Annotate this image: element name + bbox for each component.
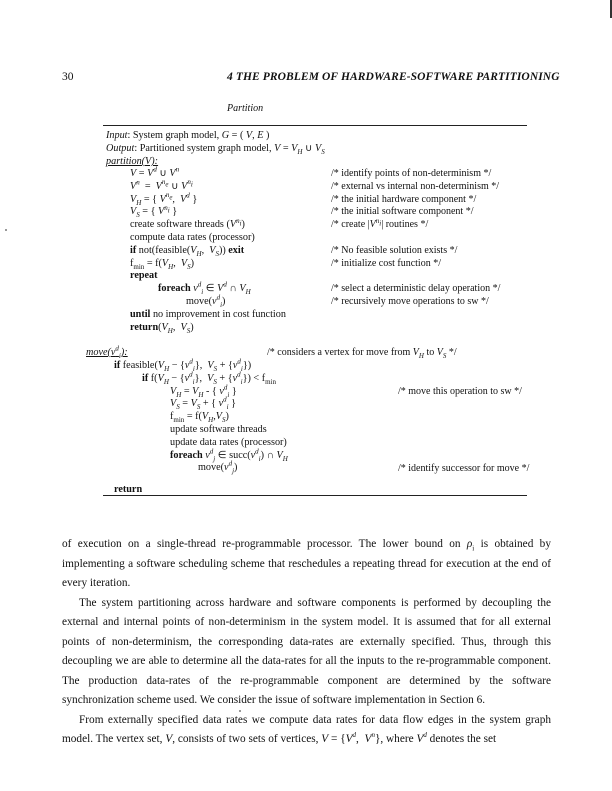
code-line: $V^n = V^{n_e}$ ∪ $V^{n_i}$ <box>130 178 193 192</box>
comment: /* recursively move operations to sw */ <box>331 295 489 307</box>
code-line: $move(v^d_j)$ <box>198 459 238 476</box>
code-line: compute data rates (processor) <box>130 231 255 243</box>
code-line: foreach $v^d_j$ ∈ $succ(v^d_i)$ ∩ $V_H$ <box>170 447 288 463</box>
output-label: Output <box>106 143 135 154</box>
code-line: $move(v^d_i)$ <box>186 293 226 309</box>
move-code <box>114 357 288 476</box>
code-line: $V_H$ = { $V^{n_e}$, $V^d$ } <box>130 191 198 207</box>
code-line: update data rates (processor) <box>170 436 287 448</box>
figure-top-rule <box>103 125 527 126</box>
comment: /* identify points of non-determinism */ <box>331 168 492 179</box>
comment: /* initialize cost function */ <box>331 257 441 269</box>
code-line: $return(V_H$, $V_S$) <box>130 321 194 335</box>
paragraph-1: of execution on a single-thread re-programmable processor. The lower bound on $\rho_i$ is obtained by implementing a software scheduling scheme that reschedules a repeating thread for execution at the end of every iteration. <box>62 538 551 589</box>
move-comment-1: /* move this operation to sw */ <box>398 386 522 397</box>
code-line: until no improvement in cost function <box>130 308 286 320</box>
move-return: return <box>114 484 143 495</box>
figure-bottom-rule <box>103 495 527 496</box>
partition-signature: partition(V): <box>106 156 159 167</box>
code-line: $V = V^d$ ∪ $V^n$ <box>130 165 180 179</box>
code-line: $V_S$ = { $V^{n_i}$ } <box>130 204 178 220</box>
comment: /* No feasible solution exists */ <box>331 244 458 256</box>
input-line: Input: System graph model, G = ( V, E ) <box>106 130 270 141</box>
page-number: 30 <box>62 71 74 83</box>
comment: /* the initial software component */ <box>331 206 474 218</box>
comment: /* external vs internal non-determinism */ <box>331 180 500 192</box>
scan-speck <box>5 229 7 231</box>
comment: /* select a deterministic delay operation */ <box>331 283 501 295</box>
figure-title: Partition <box>227 103 264 114</box>
move-signature: $move(v^d_i)$: <box>86 344 128 361</box>
code-line: $f_{min} = f(V_H,V_S)$ <box>170 411 229 425</box>
running-head: 4 THE PROBLEM OF HARDWARE-SOFTWARE PARTITIONING <box>227 71 560 83</box>
code-line: if $not(feasible(V_H$, $V_S$)) exit <box>130 244 245 258</box>
code-line: if $f(V_H - \{v^d_i\}$, $V_S + \{v^d_i\}) < f_{min}$ <box>142 370 276 386</box>
partition-comments <box>331 168 500 309</box>
body-text <box>62 535 551 750</box>
output-line: Output: Partitioned system graph model, $V = V_H$ ∪ $V_S$ <box>106 143 325 157</box>
partition-code <box>130 165 286 335</box>
code-line: $V_S = V_S$ + { $v^d_i$ } <box>170 396 237 412</box>
input-label: Input <box>106 130 128 141</box>
code-line: update software threads <box>170 423 267 435</box>
code-line: create software threads $(V^{n_i})$ <box>130 216 245 231</box>
code-line: repeat <box>130 270 158 282</box>
code-line: $V_H = V_H$ - { $v^d_i$ } <box>170 383 237 399</box>
comment: /* the initial hardware component */ <box>331 193 477 205</box>
move-signature-comment: /* considers a vertex for move from $V_H$ to $V_S$ */ <box>267 347 457 360</box>
code-line: $f_{min} = f(V_H$, $V_S$) <box>130 257 194 271</box>
scan-speck <box>239 710 241 712</box>
move-comment-2: /* identify successor for move */ <box>398 463 530 474</box>
paragraph-3: From externally specified data rates we compute data rates for data flow edges in the system graph model. The vertex set, V, consists of two sets of vertices, $V = \{V^d$, $V^n$}, where $V^d$ denotes the set <box>62 713 551 745</box>
paragraph-2: The system partitioning across hardware and software components is performed by decoupling the external and internal points of non-determinism in the system model. It is assumed that for all external points of non-determinism, the corresponding data-rates are externally specified. Thus, through this decoupling we are able to determine all the data-rates for all the inputs to the re-programmable component. The production data-rates of the re-programmable component are determined by the software synchronization scheme used. We consider the issue of software implementation in Section 6. <box>62 596 551 706</box>
code-line: if $feasible(V_H - \{v^d_i\}$, $V_S + \{v^d_i\}$) <box>114 357 252 374</box>
code-line: foreach $v^d_i$ ∈ $V^d$ ∩ $V_H$ <box>158 280 251 297</box>
comment: /* create $|V^{n_i}|$ routines */ <box>331 216 429 231</box>
